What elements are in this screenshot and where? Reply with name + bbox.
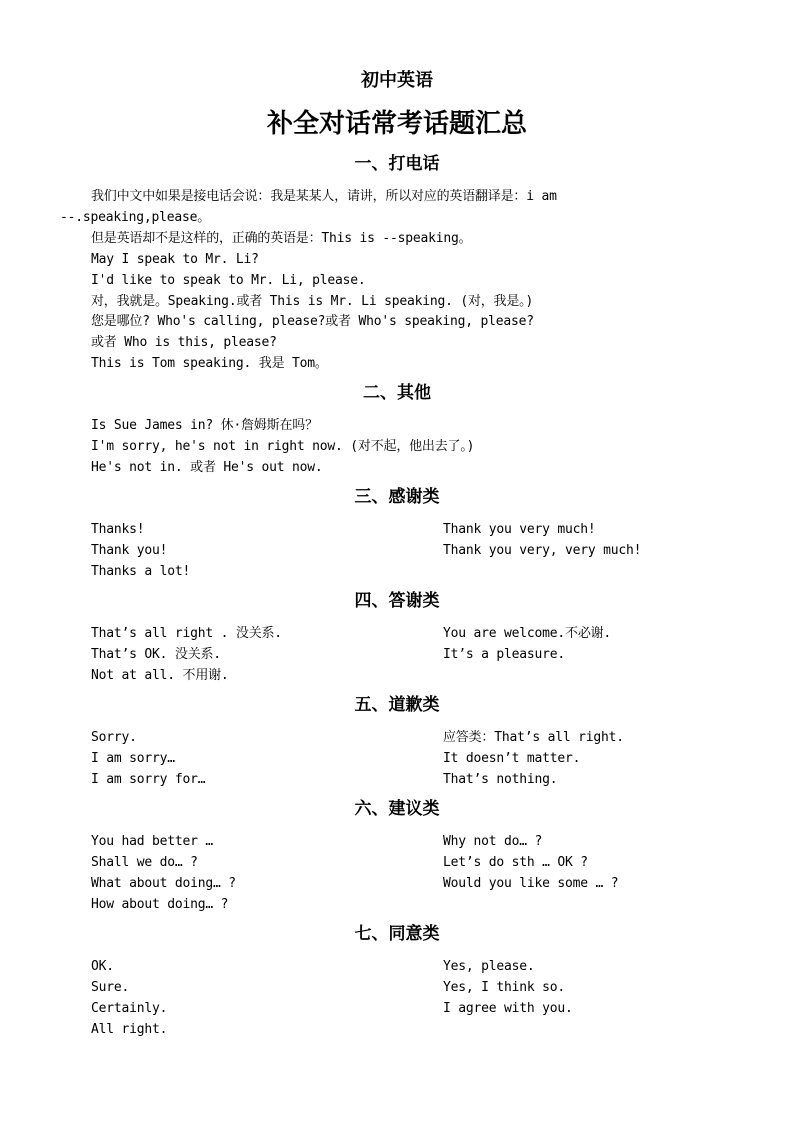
text-line: He's not in. 或者 He's out now. (91, 460, 323, 475)
phrase-item: Would you like some … ? (443, 876, 619, 891)
section-heading-suggestion: 六、建议类 (354, 799, 440, 819)
phrase-item: You are welcome.不必谢. (443, 626, 612, 641)
section-heading-other: 二、其他 (363, 383, 431, 403)
phrase-item: Yes, please. (443, 959, 535, 974)
phrase-item: It doesn’t matter. (443, 751, 581, 766)
phrase-item: I agree with you. (443, 1001, 573, 1016)
phrase-item: Sure. (91, 980, 130, 995)
phrase-item: Not at all. 不用谢. (91, 668, 229, 683)
section-heading-reply-thanks: 四、答谢类 (354, 591, 440, 611)
phrase-item: Thanks! (91, 522, 145, 537)
phrase-item: Let’s do sth … OK ? (443, 855, 588, 870)
phrase-item: Why not do… ? (443, 834, 543, 849)
phrase-item: Thank you very, very much! (443, 543, 642, 558)
phrase-item: Thank you! (91, 543, 168, 558)
phrase-item: All right. (91, 1022, 168, 1037)
text-line: I'd like to speak to Mr. Li, please. (91, 273, 366, 288)
phrase-item: I am sorry for… (91, 772, 206, 787)
section-heading-phone: 一、打电话 (354, 154, 440, 174)
text-line: 我们中文中如果是接电话会说：我是某某人，请讲，所以对应的英语翻译是：i am (91, 189, 557, 204)
phrase-item: It’s a pleasure. (443, 647, 566, 662)
phrase-item: How about doing… ? (91, 897, 229, 912)
text-line: May I speak to Mr. Li? (91, 252, 259, 267)
phrase-item: Sorry. (91, 730, 137, 745)
text-line: This is Tom speaking. 我是 Tom。 (91, 356, 328, 371)
phrase-item: 应答类：That’s all right. (443, 730, 624, 745)
phrase-item: I am sorry… (91, 751, 175, 766)
text-line: 您是哪位? Who's calling, please?或者 Who's speaking, please? (91, 314, 534, 329)
document-title: 补全对话常考话题汇总 (266, 109, 527, 139)
text-line: 对，我就是。Speaking.或者 This is Mr. Li speaking. (对，我是。) (91, 294, 534, 309)
phrase-item: Shall we do… ? (91, 855, 198, 870)
phrase-item: Certainly. (91, 1001, 168, 1016)
text-line: Is Sue James in? 休·詹姆斯在吗？ (91, 418, 318, 433)
phrase-item: Thanks a lot! (91, 564, 191, 579)
phrase-item: OK. (91, 959, 114, 974)
section-heading-thanks: 三、感谢类 (354, 487, 440, 507)
phrase-item: That’s all right . 没关系. (91, 626, 282, 641)
document-subject: 初中英语 (361, 70, 433, 91)
text-line: --.speaking,please。 (60, 210, 211, 225)
phrase-item: That’s OK. 没关系. (91, 647, 221, 662)
text-line: I'm sorry, he's not in right now. (对不起，他出去了。) (91, 439, 475, 454)
text-line: 或者 Who is this, please? (91, 335, 277, 350)
section-heading-apology: 五、道歉类 (354, 695, 440, 715)
phrase-item: That’s nothing. (443, 772, 558, 787)
phrase-item: What about doing… ? (91, 876, 236, 891)
phrase-item: Thank you very much! (443, 522, 596, 537)
phrase-item: You had better … (91, 834, 214, 849)
text-line: 但是英语却不是这样的，正确的英语是：This is --speaking。 (91, 231, 472, 246)
section-heading-agree: 七、同意类 (354, 924, 440, 944)
phrase-item: Yes, I think so. (443, 980, 566, 995)
